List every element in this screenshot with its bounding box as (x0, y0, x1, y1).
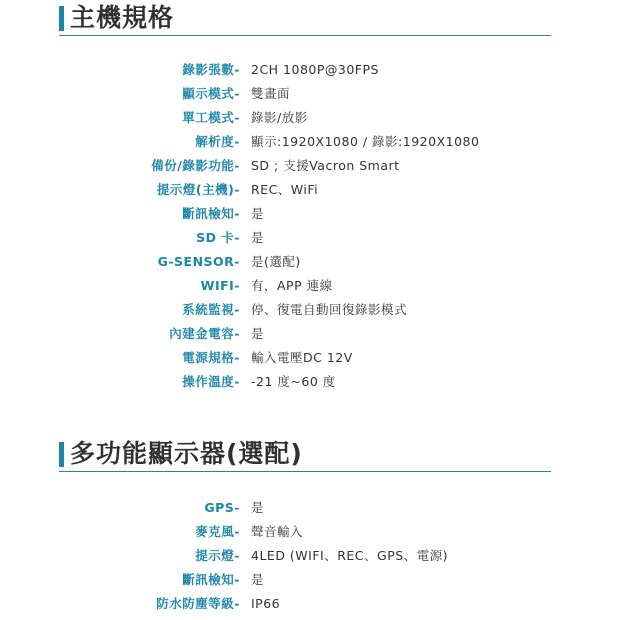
spec-row-sd-card (0, 227, 620, 251)
spec-value: 是 (251, 326, 265, 341)
spec-row-indicator-lights (0, 545, 620, 569)
spec-row-indicator-host (0, 179, 620, 203)
spec-label: 提示燈(主機)- (156, 182, 240, 197)
spec-row-recording-channels (0, 59, 620, 83)
spec-value: IP66 (251, 596, 281, 611)
spec-row-microphone (0, 521, 620, 545)
host-spec-list (0, 59, 620, 395)
spec-value: 有，APP 連線 (251, 278, 333, 293)
title-divider (59, 471, 551, 472)
spec-value: 停、復電自動回復錄影模式 (251, 302, 408, 317)
spec-value: 2CH 1080P@30FPS (251, 62, 379, 77)
spec-value: REC、WiFi (251, 182, 319, 197)
spec-value: 是(選配) (251, 254, 301, 269)
spec-row-signal-loss-detect (0, 203, 620, 227)
title-accent-bar (59, 442, 64, 467)
spec-row-power-spec (0, 347, 620, 371)
spec-label: 防水防塵等級- (156, 596, 240, 611)
spec-row-operating-temp (0, 371, 620, 395)
spec-value: 是 (251, 230, 265, 245)
spec-value: 4LED (WIFI、REC、GPS、電源) (251, 548, 449, 563)
spec-value: 聲音輸入 (251, 524, 304, 539)
spec-row-g-sensor (0, 251, 620, 275)
spec-value: SD ; 支援Vacron Smart (251, 158, 400, 173)
spec-label: 斷訊檢知- (182, 572, 240, 587)
title-divider (59, 35, 551, 36)
spec-label: 麥克風- (195, 524, 240, 539)
spec-label: WIFI- (200, 278, 240, 293)
spec-row-resolution (0, 131, 620, 155)
display-spec-section (0, 436, 620, 611)
spec-label: 內建金電容- (169, 326, 240, 341)
spec-label: 錄影張數- (182, 62, 240, 77)
spec-row-ip-rating (0, 593, 620, 617)
spec-label: SD 卡- (196, 230, 240, 245)
spec-value: 錄影/放影 (251, 110, 308, 125)
spec-row-signal-loss-detect (0, 569, 620, 593)
spec-label: 斷訊檢知- (182, 206, 240, 221)
spec-row-gps (0, 497, 620, 521)
spec-label: 系統監視- (182, 302, 240, 317)
spec-label: G-SENSOR- (157, 254, 240, 269)
spec-label: 單工模式- (182, 110, 240, 125)
spec-value: 是 (251, 500, 265, 515)
display-spec-list (0, 497, 620, 617)
host-spec-header (0, 0, 620, 36)
spec-value: 輸入電壓DC 12V (251, 350, 353, 365)
spec-value: 是 (251, 206, 265, 221)
spec-label: GPS- (204, 500, 240, 515)
title-accent-bar (59, 6, 64, 31)
spec-row-wifi (0, 275, 620, 299)
spec-row-display-mode (0, 83, 620, 107)
spec-row-backup-recording (0, 155, 620, 179)
display-spec-title: 多功能顯示器(選配) (70, 439, 303, 468)
spec-value: -21 度~60 度 (251, 374, 336, 389)
spec-row-system-monitor (0, 299, 620, 323)
spec-label: 解析度- (195, 134, 240, 149)
spec-label: 電源規格- (182, 350, 240, 365)
spec-label: 提示燈- (195, 548, 240, 563)
spec-value: 顯示:1920X1080 / 錄影:1920X1080 (251, 134, 480, 149)
spec-label: 顯示模式- (182, 86, 240, 101)
host-spec-title: 主機規格 (70, 3, 175, 32)
spec-row-simplex-mode (0, 107, 620, 131)
spec-label: 操作溫度- (182, 374, 240, 389)
display-spec-header (0, 436, 620, 472)
spec-row-supercapacitor (0, 323, 620, 347)
spec-value: 雙畫面 (251, 86, 291, 101)
spec-label: 備份/錄影功能- (151, 158, 240, 173)
spec-value: 是 (251, 572, 265, 587)
